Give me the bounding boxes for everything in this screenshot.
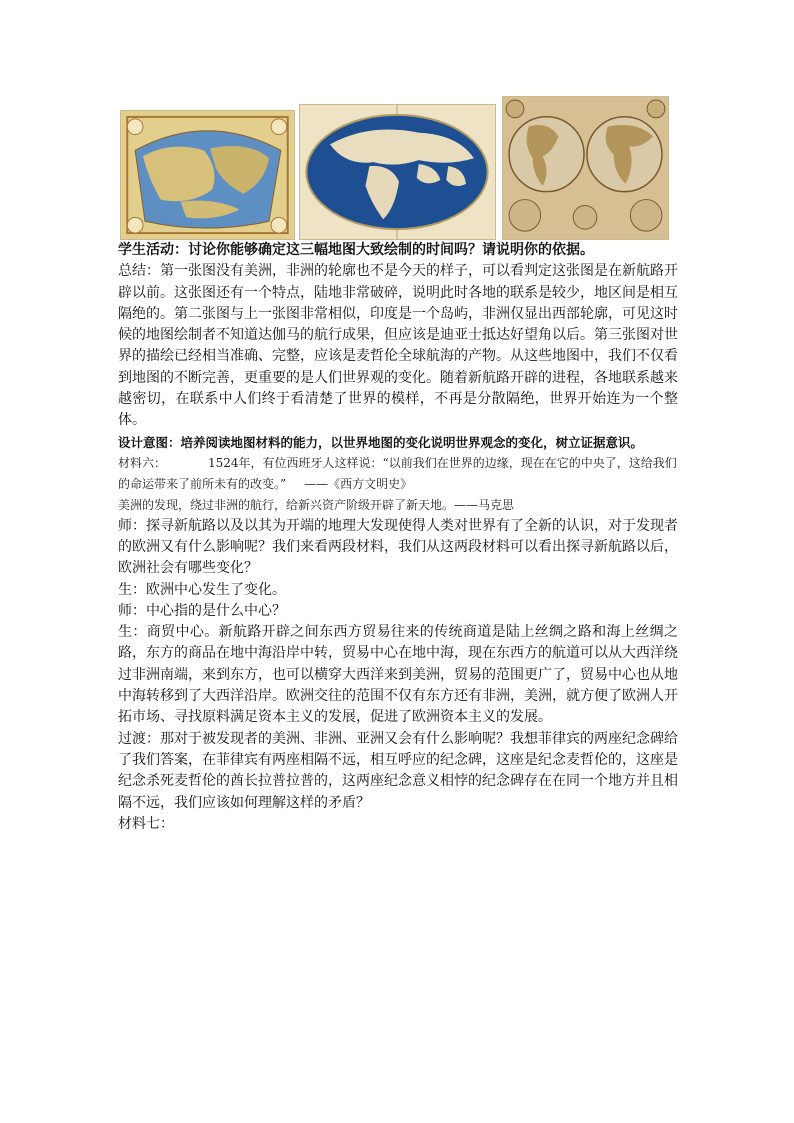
student-answer-2: 生：商贸中心。新航路开辟之间东西方贸易往来的传统商道是陆上丝绸之路和海上丝绸之路，东方的商品在地中海沿岸中转，贸易中心在地中海，现在东西方的航道可以从大西洋绕过非洲南端，来到东方，也可以横穿大西洋来到美洲，贸易的范围更广了，贸易中心也从地中海转移到了大西洋沿岸。欧洲交往的范围不仅有东方还有非洲，美洲，就方便了欧洲人开拓市场、寻找原料满足资本主义的发展，促进了欧洲资本主义的发展。 bbox=[118, 624, 678, 726]
material-six bbox=[118, 453, 678, 495]
double-hemisphere-world-map-icon bbox=[503, 97, 668, 239]
ptolemy-world-map-icon bbox=[121, 111, 294, 239]
material-six-label: 材料六： bbox=[118, 455, 167, 470]
material-seven-label: 材料七： bbox=[118, 815, 174, 832]
martellus-map-image bbox=[299, 104, 496, 240]
teacher-question-1: 师：探寻新航路以及以其为开端的地理大发现使得人类对世界有了全新的认识，对于发现者的欧洲又有什么影响呢？我们来看两段材料，我们从这两段材料可以看出探寻新航路以后，欧洲社会有哪些变化？ bbox=[118, 517, 678, 577]
material-six-marx-quote: 美洲的发现，绕过非洲的航行，给新兴资产阶级开辟了新天地。——马克思 bbox=[118, 497, 515, 512]
map-row bbox=[118, 96, 678, 240]
martellus-world-map-icon bbox=[300, 105, 495, 239]
double-hemisphere-map-image bbox=[502, 96, 669, 240]
material-six-quote: 1524年，有位西班牙人这样说：“以前我们在世界的边缘，现在在它的中央了，这给我们的命运带来了前所未有的改变。” bbox=[118, 455, 677, 491]
student-answer-1: 生：欧洲中心发生了变化。 bbox=[118, 581, 286, 598]
ptolemy-map-image bbox=[120, 110, 295, 240]
document-page bbox=[118, 96, 678, 835]
summary-text: 总结：第一张图没有美洲，非洲的轮廓也不是今天的样子，可以看判定这张图是在新航路开辟以前。这张图还有一个特点，陆地非常破碎，说明此时各地的联系是较少，地区间是相互隔绝的。第二张图与上一张图非常相似，印度是一个岛屿，非洲仅显出西部轮廓，可见这时候的地图绘制者不知道达伽马的航行成果，但应该是迪亚士抵达好望角以后。第三张图对世界的描绘已经相当准确、完整，应该是麦哲伦全球航海的产物。从这些地图中，我们不仅看到地图的不断完善，更重要的是人们世界观的变化。随着新航路开辟的进程，各地联系越来越密切，在联系中人们终于看清楚了世界的模样，不再是分散隔绝，世界开始连为一个整体。 bbox=[118, 263, 678, 429]
teacher-question-2: 师：中心指的是什么中心？ bbox=[118, 602, 286, 619]
student-activity-text: 学生活动：讨论你能够确定这三幅地图大致绘制的时间吗？请说明你的依据。 bbox=[118, 242, 594, 258]
transition-text: 过渡：那对于被发现者的美洲、非洲、亚洲又会有什么影响呢？我想菲律宾的两座纪念碑给了我们答案，在菲律宾有两座相隔不远，相互呼应的纪念碑，这座是纪念麦哲伦的，这座是纪念杀死麦哲伦的酋长拉普拉普的，这两座纪念意义相悖的纪念碑存在在同一个地方并且相隔不远，我们应该如何理解这样的矛盾？ bbox=[118, 730, 678, 811]
design-intent-text: 设计意图：培养阅读地图材料的能力，以世界地图的变化说明世界观念的变化，树立证据意识。 bbox=[118, 434, 644, 450]
material-six-source: ——《西方文明史》 bbox=[304, 476, 413, 491]
